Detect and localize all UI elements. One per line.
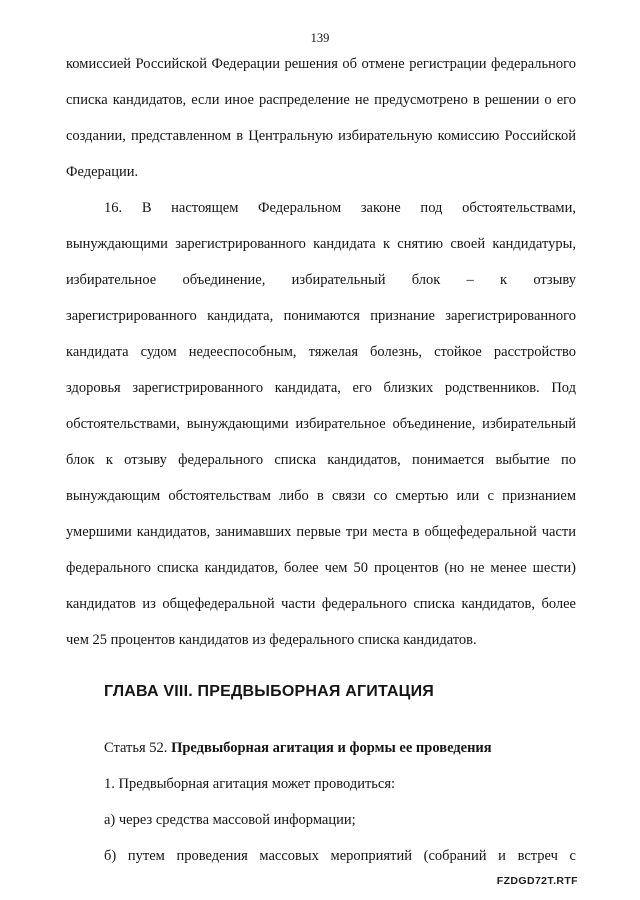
text-line: Федерации.: [66, 164, 139, 180]
text-line: кандидатов из общефедеральной части федерального списка кандидатов, более: [66, 596, 576, 612]
paragraph-continuation: [66, 46, 576, 190]
page-number: 139: [310, 31, 330, 45]
text-line: вынуждающими зарегистрированного кандидата к снятию своей кандидатуры,: [66, 236, 576, 252]
paragraph-clause-16: [66, 190, 576, 658]
text-line: федерального списка кандидатов, более чем 50 процентов (но не менее шести): [66, 560, 576, 576]
text-line: создании, представленном в Центральную избирательную комиссию Российской: [66, 128, 576, 144]
text-line: обстоятельствами, вынуждающими избирательное объединение, избирательный: [66, 416, 576, 432]
text-line: чем 25 процентов кандидатов из федерального списка кандидатов.: [66, 632, 477, 648]
list-item-b: б) путем проведения массовых мероприятий (собраний и встреч с: [104, 848, 576, 864]
text-line: вынуждающим обстоятельствам либо в связи со смертью или с признанием: [66, 488, 576, 504]
document-body: [66, 46, 576, 874]
article-title: Предвыборная агитация и формы ее проведения: [171, 740, 492, 756]
list-item-a: а) через средства массовой информации;: [104, 812, 356, 828]
text-line: здоровья зарегистрированного кандидата, его близких родственников. Под: [66, 380, 576, 396]
article-heading: [66, 730, 576, 766]
text-line: блок к отзыву федерального списка кандидатов, понимается выбытие по: [66, 452, 576, 468]
text-line: кандидата судом недееспособным, тяжелая болезнь, стойкое расстройство: [66, 344, 576, 360]
text-line: зарегистрированного кандидата, понимаются признание зарегистрированного: [66, 308, 576, 324]
article-number: Статья 52.: [104, 740, 172, 756]
text-line: списка кандидатов, если иное распределение не предусмотрено в решении о его: [66, 92, 576, 108]
chapter-heading: ГЛАВА VIII. ПРЕДВЫБОРНАЯ АГИТАЦИЯ: [104, 683, 434, 700]
text-line: избирательное объединение, избирательный блок – к отзыву: [66, 272, 576, 288]
text-line: 16. В настоящем Федеральном законе под обстоятельствами,: [104, 200, 576, 216]
file-name-footer: FZDGD72T.RTF: [496, 875, 578, 887]
text-line: умершими кандидатов, занимавших первые три места в общефедеральной части: [66, 524, 576, 540]
text-line: комиссией Российской Федерации решения об отмене регистрации федерального: [66, 56, 576, 72]
list-item-1: 1. Предвыборная агитация может проводиться:: [104, 776, 396, 792]
